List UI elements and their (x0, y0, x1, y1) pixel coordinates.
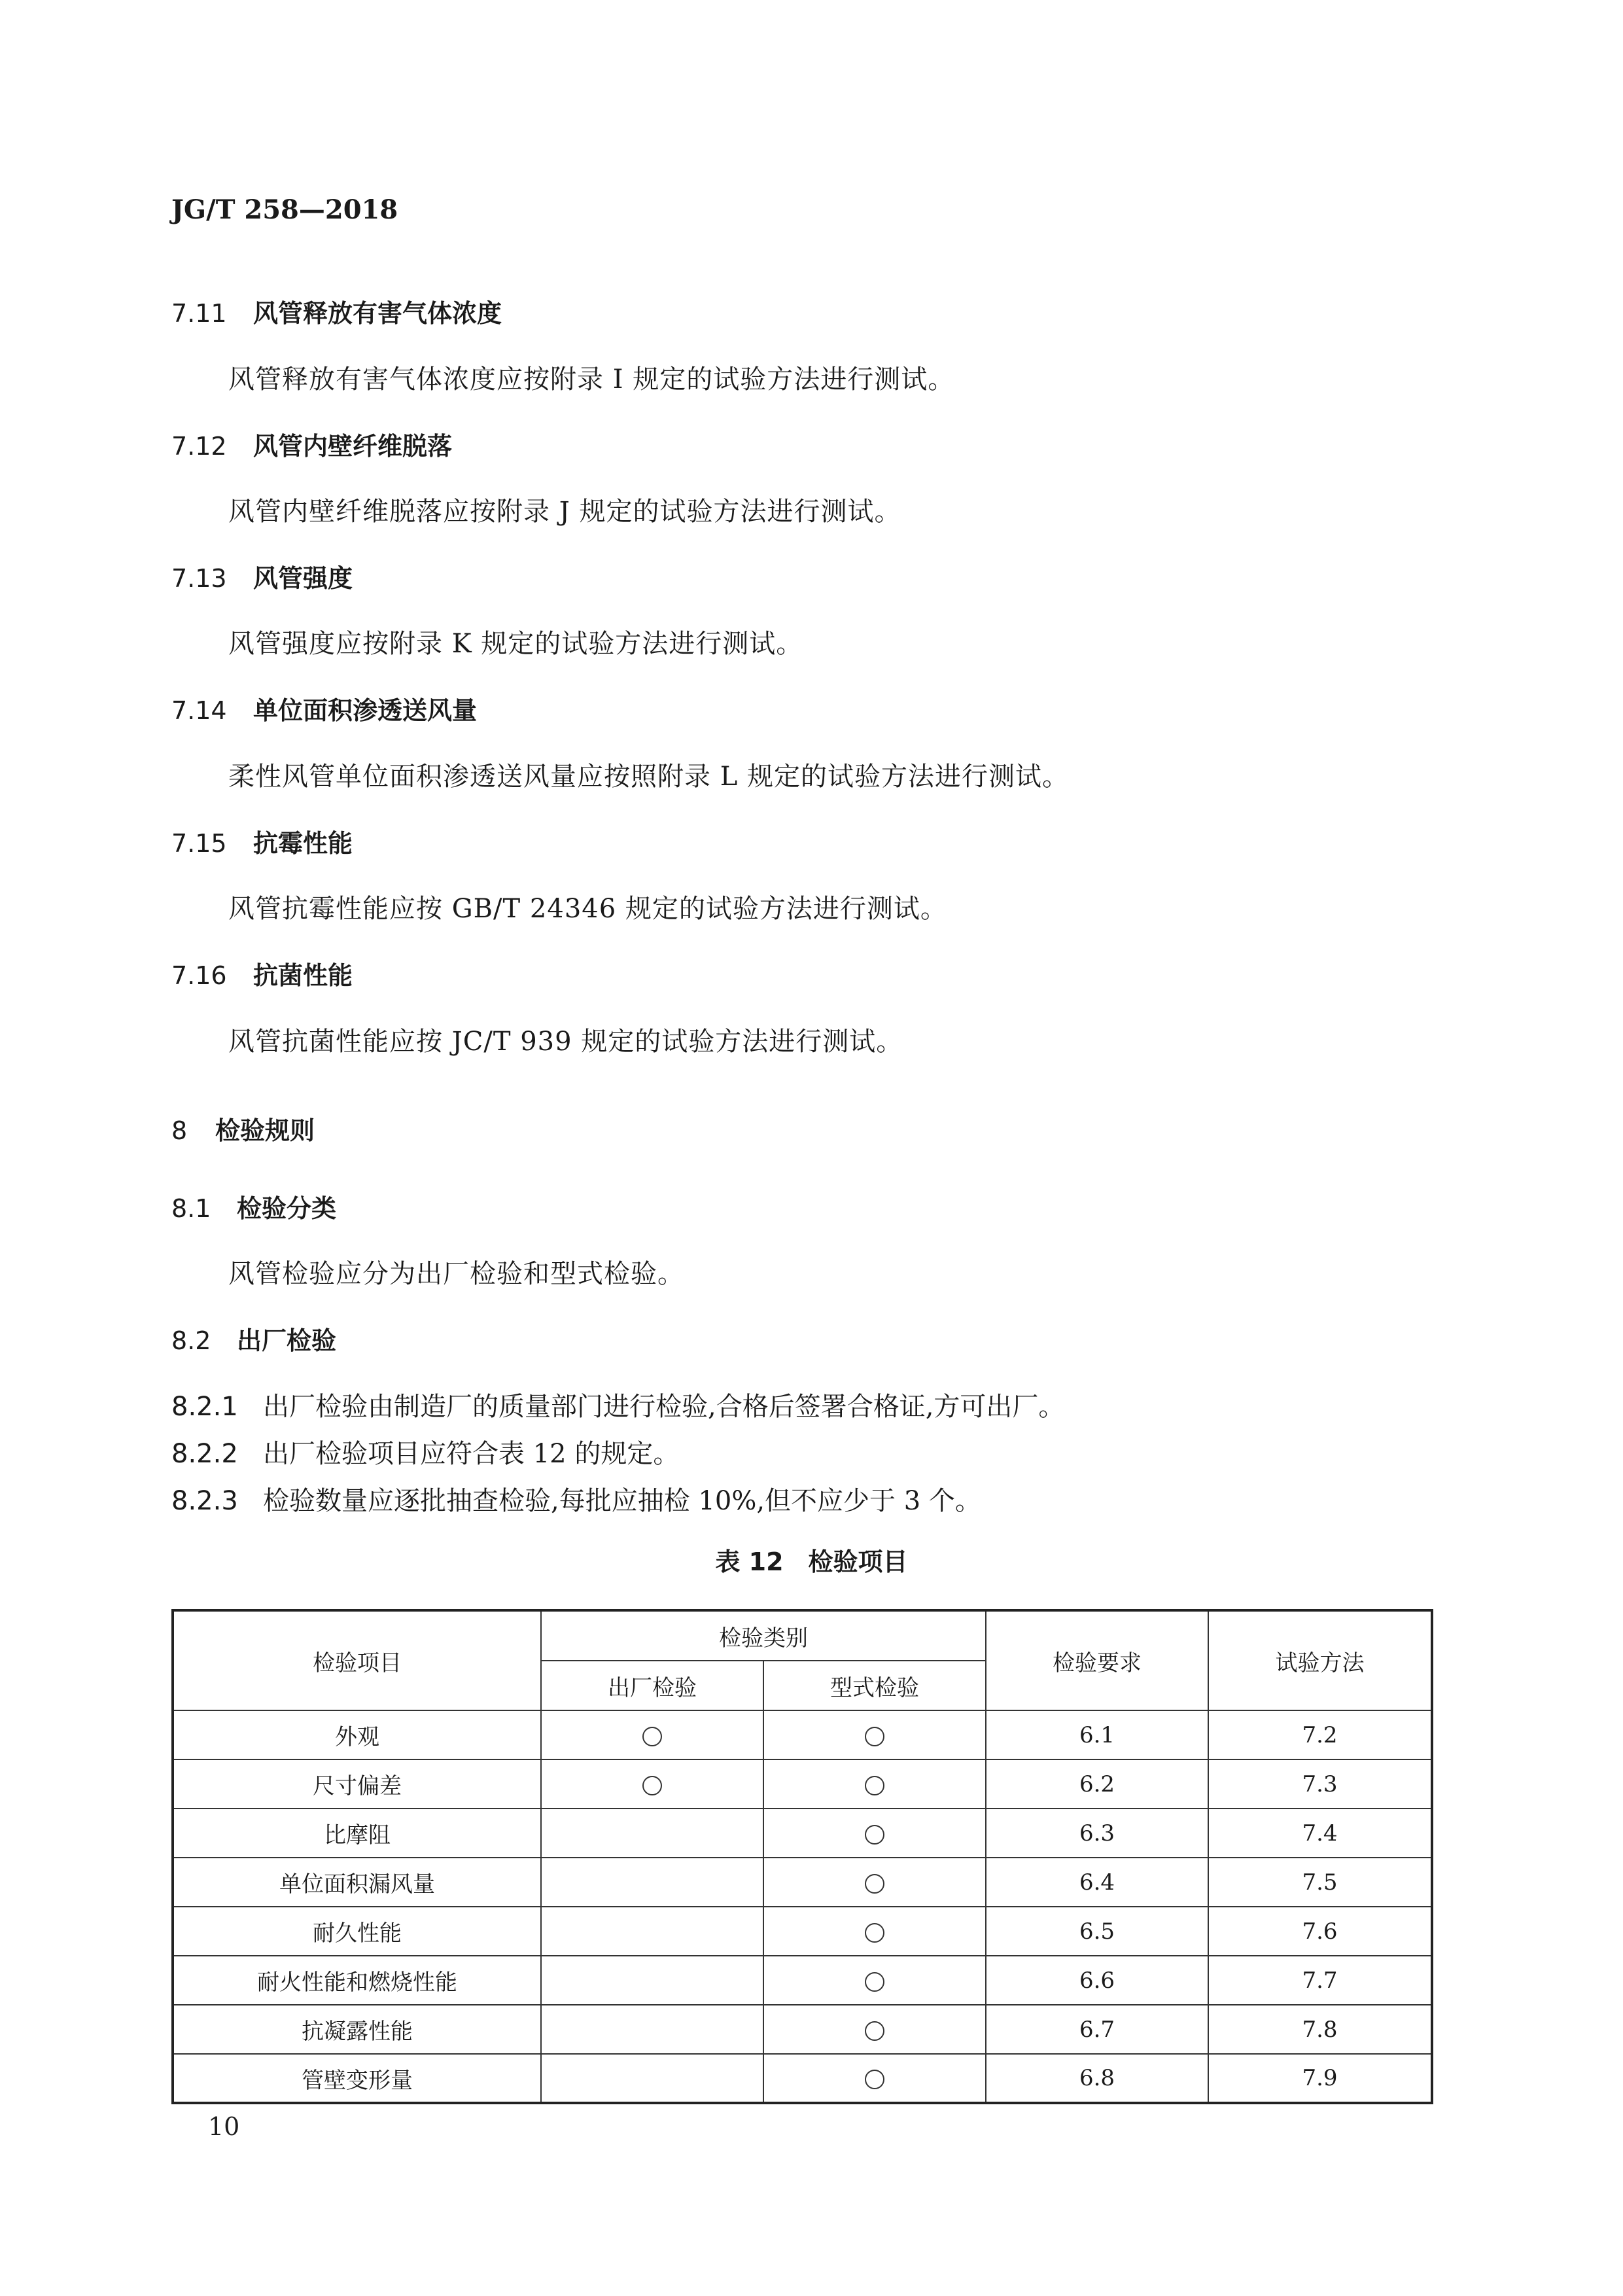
circle-mark-icon (865, 1923, 884, 1943)
cell-method: 7.2 (1208, 1710, 1432, 1759)
table-row (173, 1759, 1432, 1809)
cell-method: 7.7 (1208, 1956, 1432, 2005)
cell-item: 尺寸偏差 (173, 1759, 541, 1809)
circle-mark-icon (865, 1874, 884, 1894)
cell-requirement: 6.2 (986, 1759, 1208, 1809)
table-row (173, 1710, 1432, 1759)
header-method: 试验方法 (1208, 1610, 1432, 1710)
cell-method: 7.3 (1208, 1759, 1432, 1809)
chapter-heading-8: 8 检验规则 (171, 1116, 315, 1145)
section-text-8-1: 风管检验应分为出厂检验和型式检验。 (228, 1259, 684, 1289)
cell-factory (541, 1858, 763, 1907)
cell-item: 抗凝露性能 (173, 2005, 541, 2054)
circle-mark-icon (642, 1727, 662, 1746)
header-category: 检验类别 (541, 1610, 986, 1661)
table-row (173, 1956, 1432, 2005)
section-text-7-14: 柔性风管单位面积渗透送风量应按照附录 L 规定的试验方法进行测试。 (228, 762, 1069, 792)
clause-8-2-2: 8.2.2 出厂检验项目应符合表 12 的规定。 (171, 1439, 680, 1469)
header-item: 检验项目 (173, 1610, 541, 1710)
section-heading-7-14: 7.14 单位面积渗透送风量 (171, 696, 478, 725)
circle-mark-icon (865, 2070, 884, 2089)
section-heading-7-15: 7.15 抗霉性能 (171, 829, 353, 858)
cell-factory (541, 1759, 763, 1809)
section-text-7-11: 风管释放有害气体浓度应按附录 I 规定的试验方法进行测试。 (228, 364, 955, 395)
cell-factory (541, 1809, 763, 1858)
clause-8-2-3: 8.2.3 检验数量应逐批抽查检验,每批应抽检 10%,但不应少于 3 个。 (171, 1486, 981, 1516)
header-factory: 出厂检验 (541, 1661, 763, 1710)
cell-factory (541, 2005, 763, 2054)
circle-mark-icon (865, 1825, 884, 1845)
table-row (173, 1907, 1432, 1956)
table-row (173, 2054, 1432, 2103)
section-heading-8-1: 8.1 检验分类 (171, 1194, 337, 1223)
section-heading-7-13: 7.13 风管强度 (171, 564, 353, 593)
table-row (173, 1858, 1432, 1907)
section-text-7-16: 风管抗菌性能应按 JC/T 939 规定的试验方法进行测试。 (228, 1027, 903, 1057)
cell-item: 管壁变形量 (173, 2054, 541, 2103)
cell-item: 耐久性能 (173, 1907, 541, 1956)
circle-mark-icon (865, 1972, 884, 1992)
inspection-items-table (171, 1609, 1433, 2104)
cell-type (763, 1759, 986, 1809)
cell-requirement: 6.7 (986, 2005, 1208, 2054)
document-id: JG/T 258—2018 (171, 194, 398, 225)
cell-method: 7.4 (1208, 1809, 1432, 1858)
table-caption: 表 12 检验项目 (715, 1547, 908, 1576)
cell-method: 7.9 (1208, 2054, 1432, 2103)
page-number: 10 (208, 2112, 240, 2141)
section-heading-7-16: 7.16 抗菌性能 (171, 961, 353, 990)
cell-method: 7.6 (1208, 1907, 1432, 1956)
cell-type (763, 1858, 986, 1907)
cell-type (763, 1956, 986, 2005)
cell-requirement: 6.6 (986, 1956, 1208, 2005)
circle-mark-icon (865, 2021, 884, 2041)
header-requirement: 检验要求 (986, 1610, 1208, 1710)
cell-type (763, 2054, 986, 2103)
circle-mark-icon (642, 1776, 662, 1795)
cell-type (763, 1710, 986, 1759)
cell-item: 外观 (173, 1710, 541, 1759)
cell-method: 7.8 (1208, 2005, 1432, 2054)
clause-8-2-1: 8.2.1 出厂检验由制造厂的质量部门进行检验,合格后签署合格证,方可出厂。 (171, 1392, 1065, 1422)
cell-type (763, 1809, 986, 1858)
cell-method: 7.5 (1208, 1858, 1432, 1907)
cell-requirement: 6.1 (986, 1710, 1208, 1759)
circle-mark-icon (865, 1727, 884, 1746)
section-text-7-13: 风管强度应按附录 K 规定的试验方法进行测试。 (228, 629, 803, 659)
cell-requirement: 6.5 (986, 1907, 1208, 1956)
section-text-7-15: 风管抗霉性能应按 GB/T 24346 规定的试验方法进行测试。 (228, 894, 947, 924)
cell-requirement: 6.4 (986, 1858, 1208, 1907)
section-text-7-12: 风管内壁纤维脱落应按附录 J 规定的试验方法进行测试。 (228, 497, 901, 527)
circle-mark-icon (865, 1776, 884, 1795)
cell-requirement: 6.8 (986, 2054, 1208, 2103)
cell-item: 比摩阻 (173, 1809, 541, 1858)
cell-item: 单位面积漏风量 (173, 1858, 541, 1907)
cell-factory (541, 2054, 763, 2103)
cell-requirement: 6.3 (986, 1809, 1208, 1858)
cell-type (763, 2005, 986, 2054)
table-row (173, 2005, 1432, 2054)
header-type: 型式检验 (763, 1661, 986, 1710)
section-heading-8-2: 8.2 出厂检验 (171, 1326, 337, 1355)
cell-item: 耐火性能和燃烧性能 (173, 1956, 541, 2005)
table-row (173, 1809, 1432, 1858)
cell-factory (541, 1907, 763, 1956)
cell-factory (541, 1956, 763, 2005)
cell-type (763, 1907, 986, 1956)
section-heading-7-11: 7.11 风管释放有害气体浓度 (171, 299, 502, 328)
cell-factory (541, 1710, 763, 1759)
section-heading-7-12: 7.12 风管内壁纤维脱落 (171, 432, 453, 461)
